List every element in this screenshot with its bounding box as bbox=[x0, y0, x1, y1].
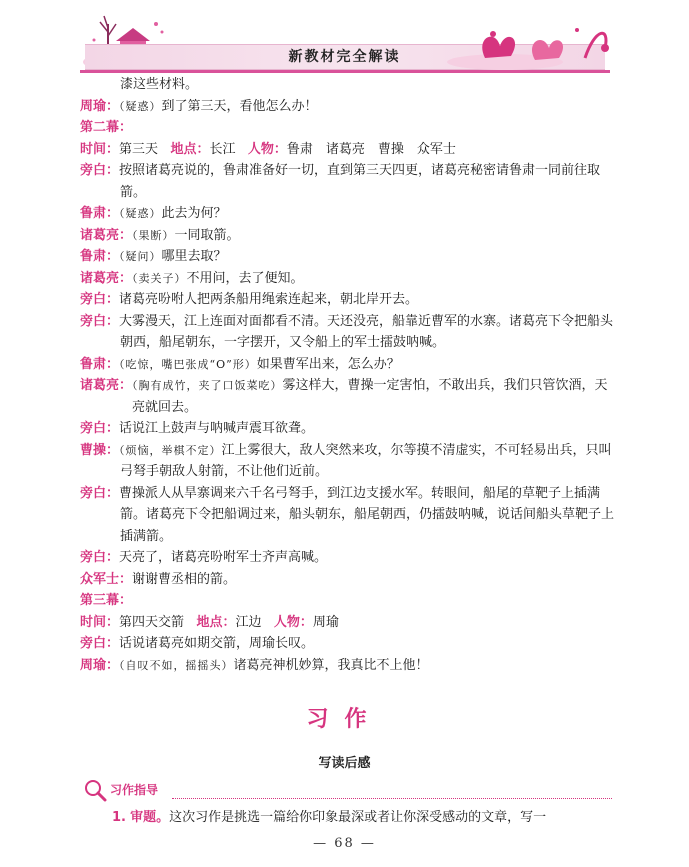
place-value: 江边 bbox=[235, 614, 262, 630]
speaker-label: 旁白： bbox=[80, 313, 120, 329]
header-title: 新教材完全解读 bbox=[288, 49, 401, 65]
time-label: 时间： bbox=[80, 614, 120, 630]
dialogue-text: 话说诸葛亮如期交箭，周瑜长叹。 bbox=[119, 636, 315, 651]
dialogue-text: 不用问，去了便知。 bbox=[186, 270, 304, 286]
item-label: 审题。 bbox=[130, 810, 170, 825]
dialogue-line bbox=[80, 289, 615, 311]
people-label: 人物： bbox=[247, 141, 287, 157]
speaker-label: 鲁肃： bbox=[80, 249, 120, 264]
item-text: 这次习作是挑选一篇给你印象最深或者让你深受感动的文章，写一 bbox=[169, 810, 547, 825]
page-number: — 68 — bbox=[313, 836, 376, 851]
place-label: 地点： bbox=[196, 614, 236, 630]
dialogue-line bbox=[80, 354, 615, 376]
scene-heading: 第三幕： bbox=[80, 593, 133, 608]
guide-divider bbox=[172, 798, 612, 799]
speaker-label: 旁白： bbox=[80, 163, 120, 178]
dialogue-line bbox=[80, 246, 615, 268]
dialogue-text: 此去为何？ bbox=[161, 206, 227, 221]
scene-info bbox=[80, 139, 615, 161]
stage-direction: （烦恼，举棋不定） bbox=[119, 443, 222, 457]
dialogue-line bbox=[80, 375, 615, 418]
dialogue-text: 诸葛亮吩咐人把两条船用绳索连起来，朝北岸开去。 bbox=[119, 292, 419, 307]
dialogue-line bbox=[80, 96, 615, 118]
dialogue-line bbox=[80, 268, 615, 290]
stage-direction: （疑惑） bbox=[119, 99, 162, 113]
dialogue-text: 一同取箭。 bbox=[174, 227, 240, 243]
dialogue-text: 如果曹军出来，怎么办？ bbox=[256, 356, 400, 372]
dialogue-line bbox=[80, 160, 615, 203]
script-content bbox=[80, 74, 615, 676]
people-label: 人物： bbox=[273, 614, 313, 630]
dialogue-line bbox=[80, 225, 615, 247]
section-subtitle: 写读后感 bbox=[318, 756, 371, 771]
dialogue-line bbox=[80, 203, 615, 225]
speaker-label: 旁白： bbox=[80, 485, 120, 501]
scene-info bbox=[80, 612, 615, 634]
speaker-label: 诸葛亮： bbox=[80, 378, 133, 393]
flower-decoration-icon bbox=[445, 18, 615, 72]
dialogue-text: 到了第三天，看他怎么办！ bbox=[161, 98, 318, 114]
stage-direction: （自叹不如，摇摇头） bbox=[119, 658, 234, 672]
people-value: 鲁肃 诸葛亮 曹操 众军士 bbox=[286, 141, 456, 157]
time-value: 第三天 bbox=[119, 141, 159, 157]
text-line bbox=[80, 74, 615, 96]
guide-item bbox=[112, 808, 612, 828]
dialogue-text: 雾这样大，曹操一定害怕，不敢出兵，我们只管饮酒，天亮就回去。 bbox=[132, 378, 608, 415]
speaker-label: 旁白： bbox=[80, 292, 120, 307]
page-header bbox=[0, 0, 689, 78]
time-label: 时间： bbox=[80, 141, 120, 157]
item-number: 1. bbox=[112, 810, 126, 825]
magnifier-icon bbox=[82, 778, 108, 802]
stage-direction: （吃惊，嘴巴张成“O”形） bbox=[119, 357, 257, 371]
dialogue-text: 天亮了，诸葛亮吩咐军士齐声高喊。 bbox=[119, 550, 328, 565]
header-rule bbox=[80, 70, 610, 73]
dialogue-line bbox=[80, 418, 615, 440]
guide-heading bbox=[82, 778, 612, 802]
dialogue-text: 话说江上鼓声与呐喊声震耳欲聋。 bbox=[119, 421, 315, 436]
speaker-label: 诸葛亮： bbox=[80, 227, 133, 243]
body-text: 漆这些材料。 bbox=[120, 77, 199, 92]
dialogue-line bbox=[80, 483, 615, 548]
speaker-label: 诸葛亮： bbox=[80, 270, 133, 286]
place-value: 长江 bbox=[209, 141, 236, 157]
dialogue-text: 哪里去取？ bbox=[161, 249, 227, 264]
dialogue-line bbox=[80, 569, 615, 591]
stage-direction: （胸有成竹，夹了口饭菜吃） bbox=[132, 379, 283, 392]
scene-heading: 第二幕： bbox=[80, 120, 133, 135]
stage-direction: （疑问） bbox=[119, 250, 162, 263]
speaker-label: 曹操： bbox=[80, 442, 120, 458]
speaker-label: 周瑜： bbox=[80, 98, 120, 114]
dialogue-line bbox=[80, 440, 615, 483]
time-value: 第四天交箭 bbox=[119, 614, 185, 630]
dialogue-text: 按照诸葛亮说的，鲁肃准备好一切，直到第三天四更，诸葛亮秘密请鲁肃一同前往取箭。 bbox=[119, 163, 601, 200]
dialogue-text: 江上雾很大，敌人突然来攻，尔等摸不清虚实，不可轻易出兵，只叫弓弩手朝敌人射箭，不让他们近前。 bbox=[120, 442, 612, 479]
dialogue-text: 谢谢曹丞相的箭。 bbox=[132, 571, 237, 587]
speaker-label: 鲁肃： bbox=[80, 356, 120, 372]
stage-direction: （卖关子） bbox=[132, 271, 187, 285]
stage-direction: （果断） bbox=[132, 228, 175, 242]
speaker-label: 鲁肃： bbox=[80, 206, 120, 221]
section-title: 习作 bbox=[306, 707, 383, 732]
speaker-label: 旁白： bbox=[80, 421, 120, 436]
dialogue-text: 曹操派人从旱寨调来六千名弓弩手，到江边支援水军。转眼间，船尾的草靶子上插满箭。诸葛亮下令把船调过来，船头朝东，船尾朝西，仍擂鼓呐喊，说话间船头草靶子上插满箭。 bbox=[119, 485, 615, 544]
dialogue-text: 诸葛亮神机妙算，我真比不上他！ bbox=[233, 657, 429, 673]
guide-label: 习作指导 bbox=[110, 783, 159, 797]
speaker-label: 旁白： bbox=[80, 550, 120, 565]
dialogue-text: 大雾漫天，江上连面对面都看不清。天还没亮，船靠近曹军的水寨。诸葛亮下令把船头朝西，船尾朝东，一字摆开，又令船上的军士擂鼓呐喊。 bbox=[119, 313, 614, 350]
stage-direction: （疑惑） bbox=[119, 207, 162, 220]
speaker-label: 众军士： bbox=[80, 571, 133, 587]
speaker-label: 旁白： bbox=[80, 636, 120, 651]
dialogue-line bbox=[80, 633, 615, 655]
place-label: 地点： bbox=[170, 141, 210, 157]
dialogue-line bbox=[80, 311, 615, 354]
dialogue-line bbox=[80, 655, 615, 677]
people-value: 周瑜 bbox=[312, 614, 339, 630]
dialogue-line bbox=[80, 547, 615, 569]
speaker-label: 周瑜： bbox=[80, 657, 120, 673]
